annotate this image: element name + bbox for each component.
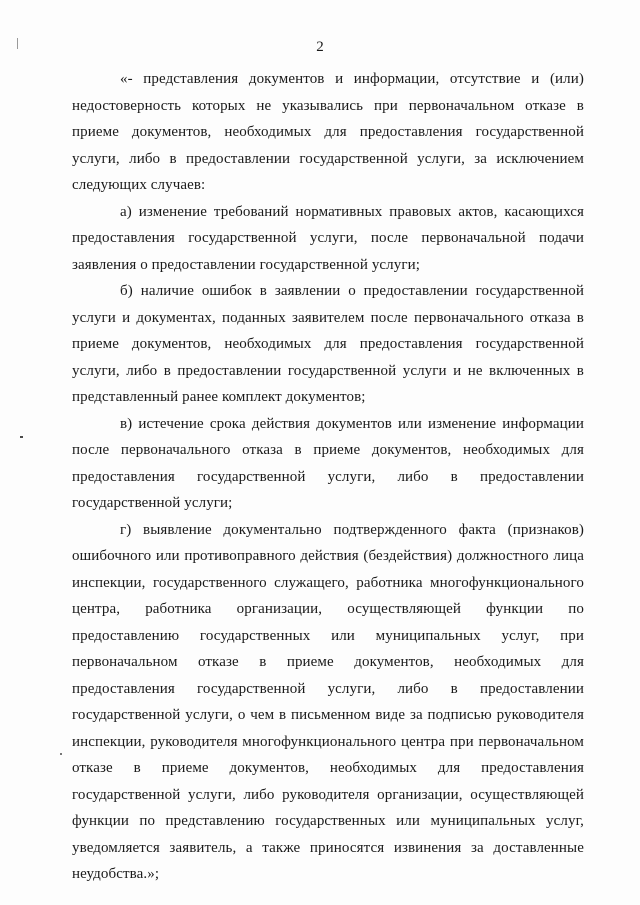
document-body [72,66,584,888]
paragraph-item-v: в) истечение срока действия документов или изменение информации после первоначального отказа в приеме документов, необходимых для предоставления государственной услуги, либо в предоставлении государственной услуги; [72,415,584,511]
paragraph-item-a: а) изменение требований нормативных правовых актов, касающихся предоставления государственной услуги, после первоначальной подачи заявления о предоставлении государственной услуги; [72,203,584,273]
paragraph-intro: «- представления документов и информации, отсутствие и (или) недостоверность которых не указывались при первоначальном отказе в приеме документов, необходимых для предоставления государственной услуги, либо в предоставлении государственной услуги, за исключением следующих случаев: [72,71,584,193]
page-number: 2 [316,39,324,55]
scan-artifact-dot [60,753,62,755]
scan-artifact-tick [20,436,23,438]
paragraph-item-g: г) выявление документально подтвержденного факта (признаков) ошибочного или противоправного действия (бездействия) должностного лица инспекции, государственного служащего, работника многофункционального центра, работника организации, осуществляющей функции по предоставлению государственных или муниципальных услуг, при первоначальном отказе в приеме документов, необходимых для предоставления государственной услуги, либо в предоставлении государственной услуги, о чем в письменном виде за подписью руководителя инспекции, руководителя многофункционального центра при первоначальном отказе в приеме документов, необходимых для предоставления государственной услуги, либо руководителя организации, осуществляющей функции по представлению государственных или муниципальных услуг, уведомляется заявитель, а также приносятся извинения за доставленные неудобства.»; [72,521,584,882]
paragraph-item-b: б) наличие ошибок в заявлении о предоставлении государственной услуги и документах, поданных заявителем после первоначального отказа в приеме документов, необходимых для предоставления государственной услуги, либо в предоставлении государственной услуги и не включенных в представленный ранее комплект документов; [72,283,584,405]
